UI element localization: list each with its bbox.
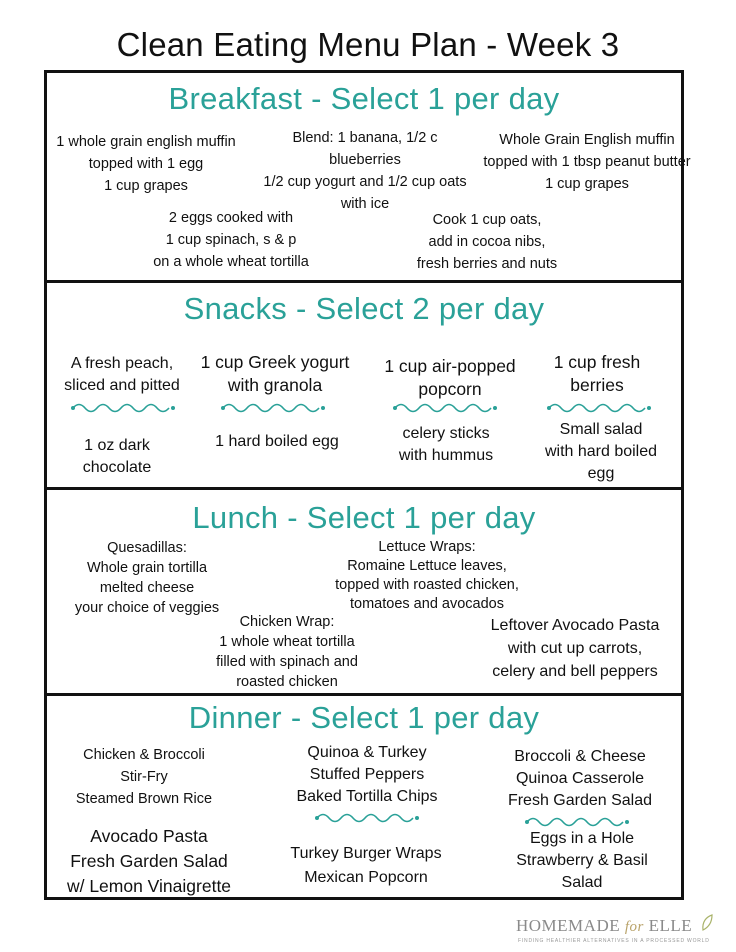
snacks-section [47, 280, 681, 488]
dinner-option: Avocado Pasta Fresh Garden Salad w/ Lemon Vinaigrette [66, 826, 232, 896]
logo-text-elle: ELLE [648, 916, 693, 935]
dinner-section [47, 693, 681, 903]
logo-text-homemade: HOMEMADE [516, 916, 621, 935]
flourish-divider [69, 401, 179, 415]
flourish-divider [523, 815, 633, 829]
homemade-for-elle-logo [516, 914, 716, 948]
dinner-option: Eggs in a Hole Strawberry & Basil Salad [516, 830, 648, 891]
breakfast-section [47, 73, 691, 283]
breakfast-heading: Breakfast - Select 1 per day [168, 81, 560, 116]
snack-option: 1 cup Greek yogurt with granola [200, 352, 350, 395]
flourish-divider [313, 811, 423, 825]
snack-option: 1 oz dark chocolate [82, 437, 152, 476]
breakfast-option: Blend: 1 banana, 1/2 c blueberries 1/2 cup yogurt and 1/2 cup oats with ice [263, 130, 467, 212]
snack-option: 1 hard boiled egg [215, 433, 339, 450]
breakfast-option: Cook 1 cup oats, add in cocoa nibs, fresh berries and nuts [416, 212, 558, 272]
snacks-heading: Snacks - Select 2 per day [183, 291, 545, 326]
lunch-section [47, 487, 681, 695]
flourish-divider [219, 401, 329, 415]
snack-option: 1 cup air-popped popcorn [384, 356, 516, 399]
page-title: Clean Eating Menu Plan - Week 3 [116, 26, 620, 63]
dinner-option: Turkey Burger Wraps Mexican Popcorn [290, 845, 442, 886]
lunch-option: Chicken Wrap: 1 whole wheat tortilla filled with spinach and roasted chicken [216, 614, 358, 690]
menu-plan-table [44, 70, 691, 900]
snack-option: Small salad with hard boiled egg [544, 421, 658, 482]
lunch-option: Quesadillas: Whole grain tortilla melted cheese your choice of veggies [74, 540, 220, 616]
flourish-divider [391, 401, 501, 415]
dinner-option: Chicken & Broccoli Stir-Fry Steamed Brown Rice [75, 747, 213, 807]
leaf-icon [700, 914, 714, 932]
flourish-divider [545, 401, 655, 415]
breakfast-option: 2 eggs cooked with 1 cup spinach, s & p on a whole wheat tortilla [153, 210, 309, 270]
dinner-option: Quinoa & Turkey Stuffed Peppers Baked Tortilla Chips [296, 744, 438, 805]
snack-option: celery sticks with hummus [398, 425, 494, 464]
breakfast-option: 1 whole grain english muffin topped with 1 egg 1 cup grapes [56, 134, 236, 194]
dinner-option: Broccoli & Cheese Quinoa Casserole Fresh Garden Salad [507, 748, 653, 809]
lunch-heading: Lunch - Select 1 per day [192, 500, 536, 535]
dinner-heading: Dinner - Select 1 per day [188, 700, 540, 735]
snack-option: 1 cup fresh berries [553, 352, 641, 395]
logo-text-for: for [624, 919, 644, 935]
breakfast-option: Whole Grain English muffin topped with 1 tbsp peanut butter 1 cup grapes [483, 132, 691, 192]
snack-option: A fresh peach, sliced and pitted [64, 355, 180, 394]
logo-tagline: FINDING HEALTHIER ALTERNATIVES IN A PROCESSED WORLD [518, 938, 710, 944]
lunch-option: Lettuce Wraps: Romaine Lettuce leaves, topped with roasted chicken, tomatoes and avocados [335, 539, 519, 612]
lunch-option: Leftover Avocado Pasta with cut up carrots, celery and bell peppers [490, 617, 660, 680]
